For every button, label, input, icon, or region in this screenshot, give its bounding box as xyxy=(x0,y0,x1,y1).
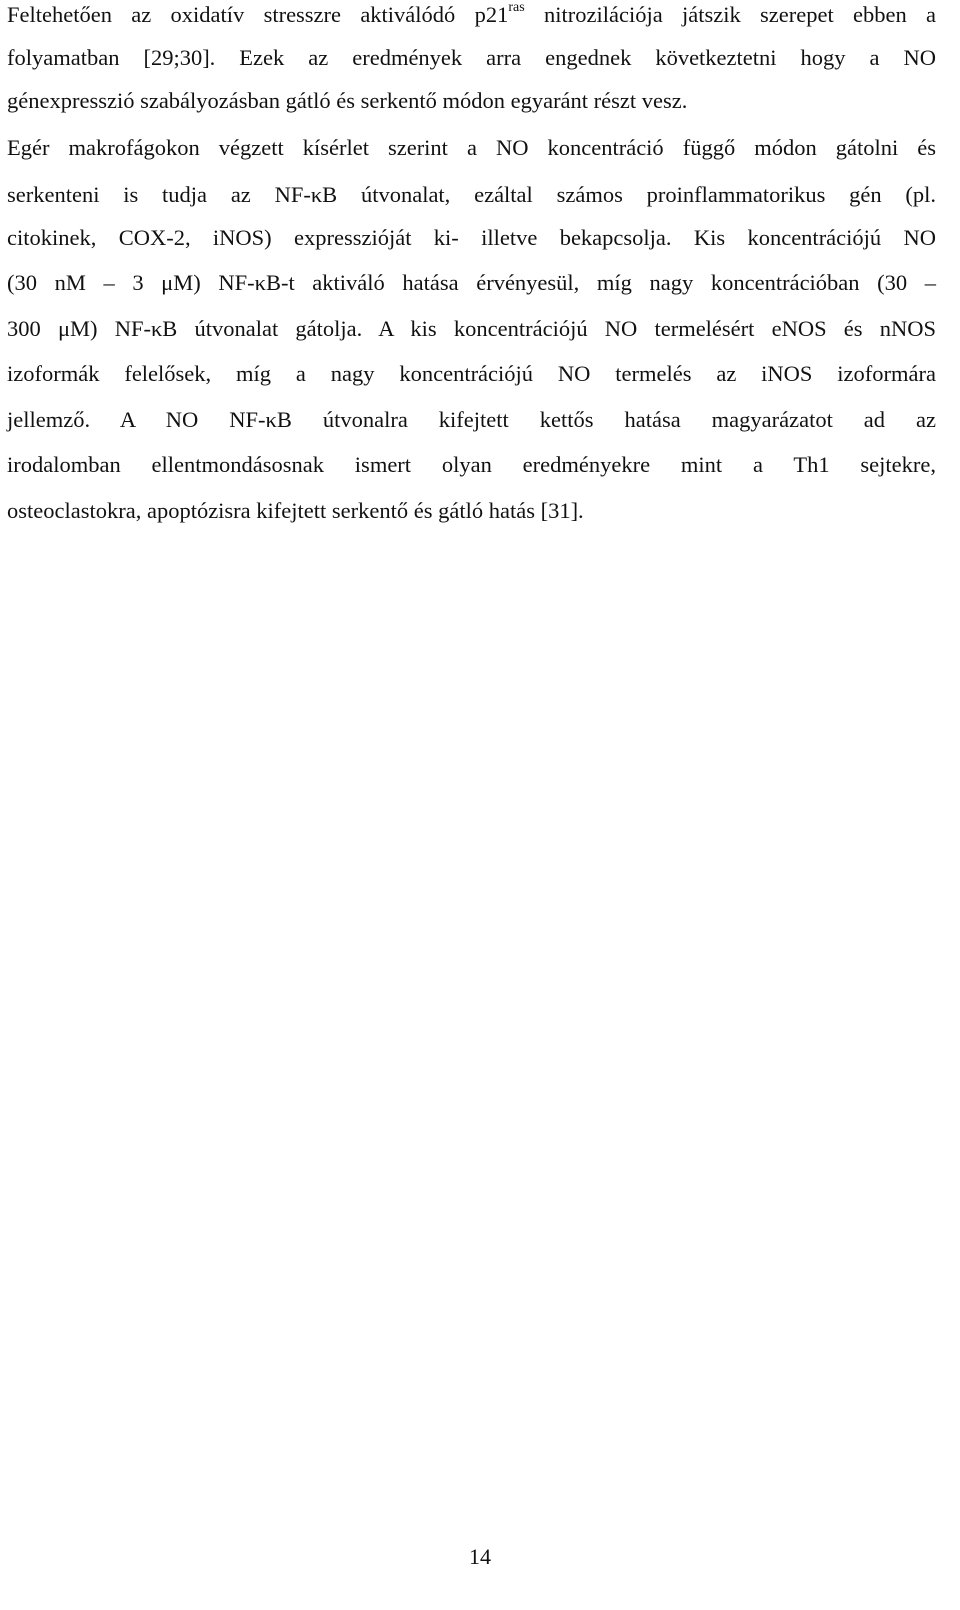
text-line-3: génexpresszió szabályozásban gátló és serkentő módon egyaránt részt vesz. xyxy=(7,88,688,113)
text-line-12: osteoclastokra, apoptózisra kifejtett serkentő és gátló hatás [31]. xyxy=(7,498,584,523)
text-line-4: Egér makrofágokon végzett kísérlet szerint a NO koncentráció függő módon gátolni és xyxy=(7,135,936,160)
text-line-10: jellemző. A NO NF-κB útvonalra kifejtett kettős hatása magyarázatot ad az xyxy=(7,407,936,432)
text-line-9: izoformák felelősek, míg a nagy koncentrációjú NO termelés az iNOS izoformára xyxy=(7,361,936,386)
page-number: 14 xyxy=(469,1544,491,1569)
text-line-5: serkenteni is tudja az NF-κB útvonalat, ezáltal számos proinflammatorikus gén (pl. xyxy=(7,182,936,207)
text-line-1-pre: Feltehetően az oxidatív stresszre aktiválódó p21 xyxy=(7,2,509,27)
text-line-6: citokinek, COX-2, iNOS) expresszióját ki- illetve bekapcsolja. Kis koncentrációjú NO xyxy=(7,225,936,250)
text-line-2: folyamatban [29;30]. Ezek az eredmények arra engednek következtetni hogy a NO xyxy=(7,45,936,70)
text-line-7: (30 nM – 3 μM) NF-κB-t aktiváló hatása érvényesül, míg nagy koncentrációban (30 – xyxy=(7,270,936,295)
text-line-1 xyxy=(7,0,936,30)
text-line-1-post: nitrozilációja játszik szerepet ebben a xyxy=(524,2,936,27)
text-line-8: 300 μM) NF-κB útvonalat gátolja. A kis koncentrációjú NO termelésért eNOS és nNOS xyxy=(7,316,936,341)
text-line-11: irodalomban ellentmondásosnak ismert olyan eredményekre mint a Th1 sejtekre, xyxy=(7,452,936,477)
superscript-ras: ras xyxy=(508,0,525,15)
